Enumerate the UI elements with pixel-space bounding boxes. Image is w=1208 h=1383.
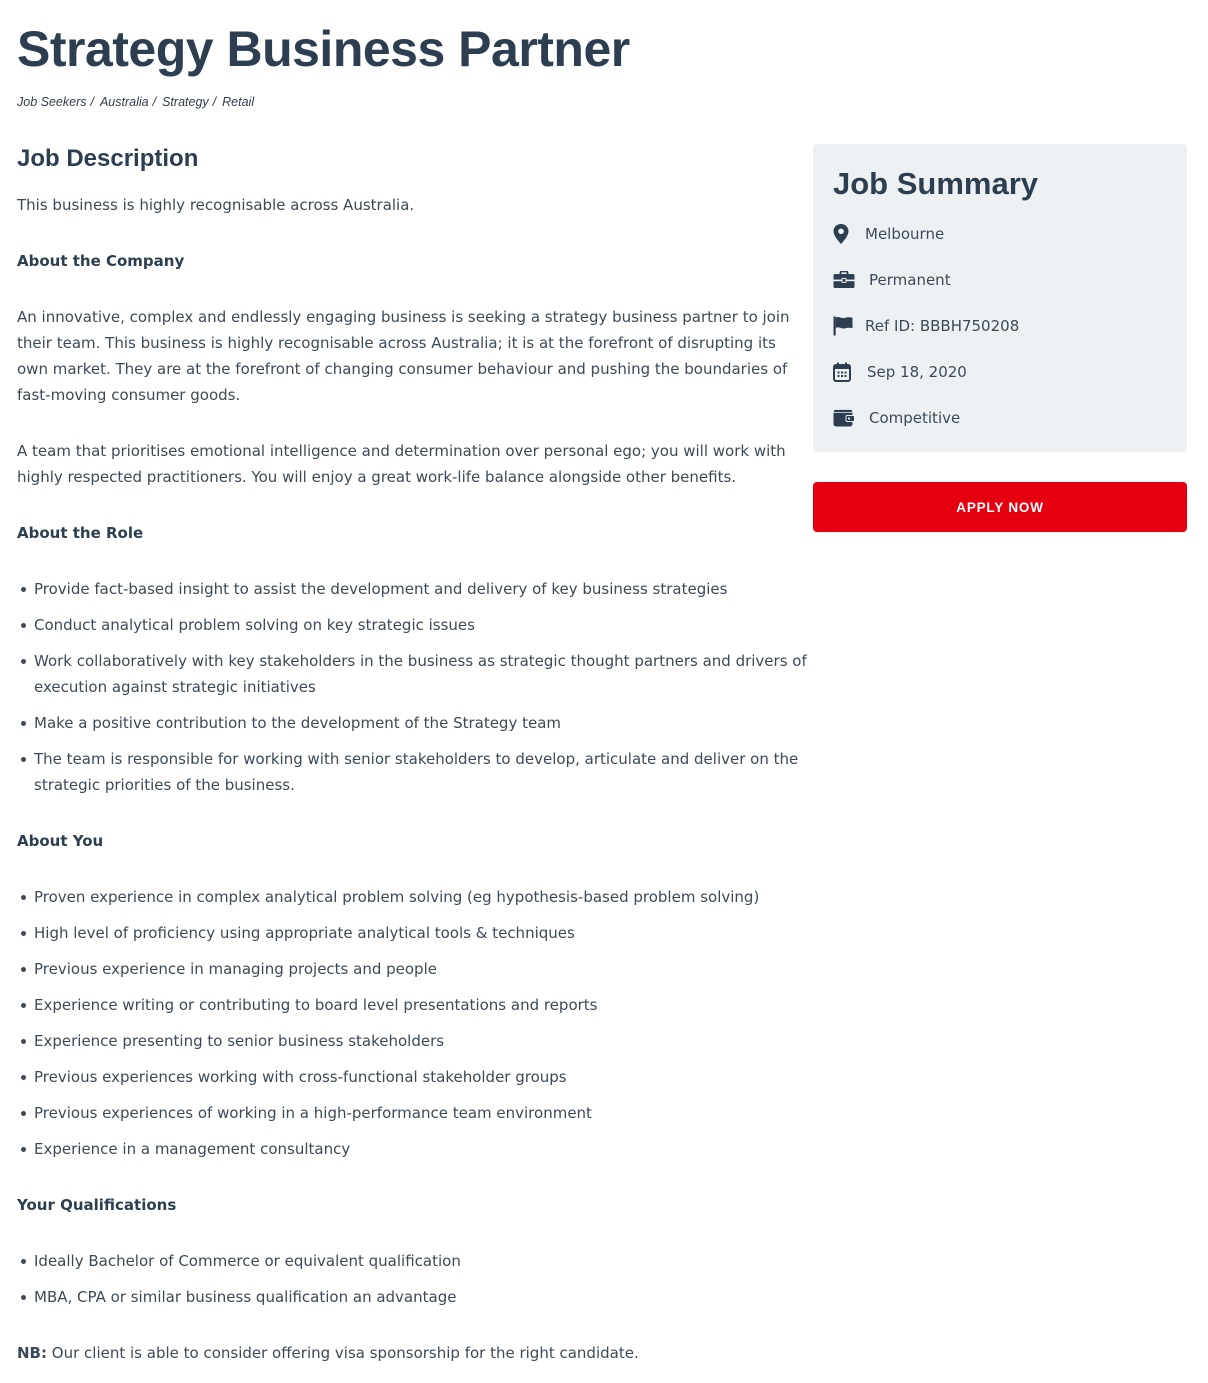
summary-salary-text: Competitive <box>869 409 961 427</box>
flag-icon <box>833 315 855 337</box>
nb-label: NB: <box>17 1344 47 1362</box>
list-item: Work collaboratively with key stakeholders in the business as strategic thought partners and drivers of execution against strategic initiatives <box>34 648 809 700</box>
list-item: Proven experience in complex analytical problem solving (eg hypothesis-based problem solving) <box>34 884 809 910</box>
about-you-heading: About You <box>17 832 104 850</box>
list-item: Provide fact-based insight to assist the development and delivery of key business strategies <box>34 576 809 602</box>
summary-location-text: Melbourne <box>865 225 945 243</box>
summary-location <box>833 222 944 246</box>
list-item: High level of proficiency using appropriate analytical tools & techniques <box>34 920 809 946</box>
list-item: Experience presenting to senior business stakeholders <box>34 1028 809 1054</box>
breadcrumb-job-seekers[interactable]: Job Seekers <box>17 95 87 109</box>
list-item: Previous experiences of working in a high-performance team environment <box>34 1100 809 1126</box>
summary-work-type-text: Permanent <box>869 271 951 289</box>
list-item: Make a positive contribution to the development of the Strategy team <box>34 710 809 736</box>
nb-note <box>17 1340 639 1366</box>
breadcrumb <box>17 93 254 111</box>
page-title: Strategy Business Partner <box>17 21 630 77</box>
summary-ref-id-text: Ref ID: BBBH750208 <box>865 317 1020 335</box>
calendar-icon <box>833 361 855 383</box>
about-role-heading: About the Role <box>17 524 144 542</box>
job-summary-heading: Job Summary <box>833 166 1039 201</box>
briefcase-icon <box>833 269 855 291</box>
role-list <box>17 576 809 808</box>
list-item: Previous experiences working with cross-functional stakeholder groups <box>34 1064 809 1090</box>
qualifications-list <box>17 1248 809 1320</box>
list-item: Conduct analytical problem solving on key strategic issues <box>34 612 809 638</box>
breadcrumb-retail[interactable]: Retail <box>222 95 255 109</box>
summary-salary <box>833 406 960 430</box>
breadcrumb-strategy[interactable]: Strategy <box>162 95 209 109</box>
company-paragraph-1: An innovative, complex and endlessly engaging business is seeking a strategy business partner to join their team. This business is highly recognisable across Australia; it is at the forefront of disrupting its own market. They are at the forefront of changing consumer behaviour and pushing the boundaries of fast-moving consumer goods. <box>17 308 790 404</box>
job-description-heading: Job Description <box>17 145 199 172</box>
nb-text: Our client is able to consider offering visa sponsorship for the right candidate. <box>51 1344 639 1362</box>
summary-work-type <box>833 268 951 292</box>
qualifications-heading: Your Qualifications <box>17 1196 177 1214</box>
list-item: Previous experience in managing projects and people <box>34 956 809 982</box>
breadcrumb-separator: / <box>152 95 157 109</box>
about-company-heading: About the Company <box>17 252 185 270</box>
list-item: Experience in a management consultancy <box>34 1136 809 1162</box>
breadcrumb-separator: / <box>212 95 217 109</box>
list-item: The team is responsible for working with senior stakeholders to develop, articulate and deliver on the strategic priorities of the business. <box>34 746 809 798</box>
breadcrumb-australia[interactable]: Australia <box>99 95 149 109</box>
company-paragraph-2: A team that prioritises emotional intelligence and determination over personal ego; you will work with highly respected practitioners. You will enjoy a great work-life balance alongside other benefits. <box>17 442 786 486</box>
summary-date <box>833 360 967 384</box>
list-item: Ideally Bachelor of Commerce or equivalent qualification <box>34 1248 809 1274</box>
wallet-icon <box>833 407 855 429</box>
list-item: MBA, CPA or similar business qualification an advantage <box>34 1284 809 1310</box>
breadcrumb-separator: / <box>90 95 94 109</box>
job-summary-panel <box>813 144 1187 452</box>
intro-text: This business is highly recognisable across Australia. <box>17 196 415 214</box>
map-marker-icon <box>833 223 855 245</box>
about-you-list <box>17 884 809 1172</box>
apply-now-button[interactable]: APPLY NOW <box>813 482 1187 532</box>
summary-ref-id <box>833 314 1019 338</box>
summary-date-text: Sep 18, 2020 <box>867 363 967 381</box>
list-item: Experience writing or contributing to board level presentations and reports <box>34 992 809 1018</box>
